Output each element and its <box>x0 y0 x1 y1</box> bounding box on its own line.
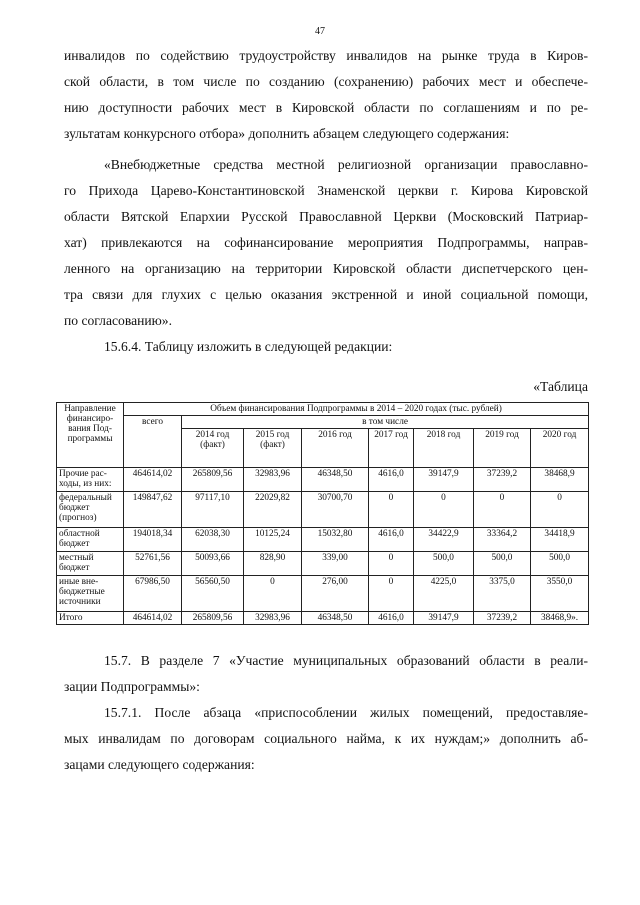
quote-line: ленного на организацию на территории Кировской области диспетчерского цен- <box>64 261 588 276</box>
row-label: местный бюджет <box>57 552 124 576</box>
table-row <box>57 552 589 576</box>
table-header-row <box>57 403 589 416</box>
table-cell: 50093,66 <box>182 552 244 576</box>
row-label: федеральный бюджет (прогноз) <box>57 492 124 528</box>
table-cell: 0 <box>531 492 589 528</box>
table-cell: 4225,0 <box>414 576 474 612</box>
page-number: 47 <box>315 26 325 37</box>
table-cell: 10125,24 <box>244 528 302 552</box>
body-line: нию доступности рабочих мест в Кировской области по соглашениям и по ре- <box>64 100 588 115</box>
row-label: Итого <box>57 612 124 625</box>
table-cell: 464614,02 <box>124 468 182 492</box>
row-label: Прочие рас-ходы, из них: <box>57 468 124 492</box>
year-header: 2020 год <box>531 429 589 468</box>
table-cell: 46348,50 <box>302 468 369 492</box>
table-cell: 62038,30 <box>182 528 244 552</box>
table-cell: 67986,50 <box>124 576 182 612</box>
quote-line: по согласованию». <box>64 313 173 328</box>
table-cell: 33364,2 <box>474 528 531 552</box>
row-label: областной бюджет <box>57 528 124 552</box>
col-header-including: в том числе <box>182 416 589 429</box>
table-cell: 38468,9». <box>531 612 589 625</box>
table-cell: 22029,82 <box>244 492 302 528</box>
table-cell: 34422,9 <box>414 528 474 552</box>
table-cell: 4616,0 <box>369 528 414 552</box>
table-label: «Таблица <box>533 379 588 394</box>
table-cell: 46348,50 <box>302 612 369 625</box>
row-label: иные вне-бюджетные источники <box>57 576 124 612</box>
table-cell: 30700,70 <box>302 492 369 528</box>
table-cell: 0 <box>414 492 474 528</box>
table-cell: 0 <box>369 552 414 576</box>
body-line: ской области, в том числе по созданию (сохранению) рабочих мест и обеспече- <box>64 74 588 89</box>
col-header-volume: Объем финансирования Подпрограммы в 2014 – 2020 годах (тыс. рублей) <box>124 403 589 416</box>
table-cell: 0 <box>369 576 414 612</box>
table-cell: 32983,96 <box>244 468 302 492</box>
table-cell: 52761,56 <box>124 552 182 576</box>
year-header: 2015 год (факт) <box>244 429 302 468</box>
table-cell: 500,0 <box>474 552 531 576</box>
body-line: инвалидов по содействию трудоустройству инвалидов на рынке труда в Киров- <box>64 48 588 63</box>
table-row <box>57 492 589 528</box>
year-header: 2016 год <box>302 429 369 468</box>
quote-line: го Прихода Царево-Константиновской Знаменской церкви г. Кирова Кировской <box>64 183 588 198</box>
table-cell: 500,0 <box>414 552 474 576</box>
item-15-7-1-line: мых инвалидам по договорам социального найма, к их нуждам;» дополнить аб- <box>64 731 588 746</box>
col-header-direction: Направление финансиро-вания Под-программы <box>57 403 124 468</box>
year-header: 2018 год <box>414 429 474 468</box>
table-row-total <box>57 612 589 625</box>
table-row <box>57 576 589 612</box>
table-cell: 15032,80 <box>302 528 369 552</box>
table-cell: 39147,9 <box>414 468 474 492</box>
table-cell: 4616,0 <box>369 612 414 625</box>
table-cell: 149847,62 <box>124 492 182 528</box>
table-row <box>57 528 589 552</box>
table-cell: 34418,9 <box>531 528 589 552</box>
financing-table <box>56 402 589 625</box>
table-cell: 39147,9 <box>414 612 474 625</box>
year-header: 2019 год <box>474 429 531 468</box>
table-cell: 56560,50 <box>182 576 244 612</box>
table-cell: 828,90 <box>244 552 302 576</box>
quote-line: хат) привлекаются на софинансирование мероприятия Подпрограммы, направ- <box>64 235 588 250</box>
item-15-7-1-line: 15.7.1. После абзаца «приспособлении жилых помещений, предоставляе- <box>104 705 588 720</box>
table-cell: 276,00 <box>302 576 369 612</box>
table-cell: 4616,0 <box>369 468 414 492</box>
table-cell: 38468,9 <box>531 468 589 492</box>
table-cell: 464614,02 <box>124 612 182 625</box>
table-cell: 3550,0 <box>531 576 589 612</box>
year-header: 2014 год (факт) <box>182 429 244 468</box>
item-15-7-1-line: зацами следующего содержания: <box>64 757 255 772</box>
table-cell: 32983,96 <box>244 612 302 625</box>
table-cell: 194018,34 <box>124 528 182 552</box>
table-cell: 97117,10 <box>182 492 244 528</box>
table-cell: 0 <box>244 576 302 612</box>
table-cell: 265809,56 <box>182 612 244 625</box>
table-cell: 37239,2 <box>474 468 531 492</box>
quote-line: тра связи для глухих с целью оказания экстренной и иной социальной помощи, <box>64 287 588 302</box>
table-row <box>57 468 589 492</box>
table-cell: 0 <box>474 492 531 528</box>
table-cell: 0 <box>369 492 414 528</box>
item-15-7-line: зации Подпрограммы»: <box>64 679 200 694</box>
table-cell: 265809,56 <box>182 468 244 492</box>
table-cell: 37239,2 <box>474 612 531 625</box>
table-cell: 339,00 <box>302 552 369 576</box>
table-header-row <box>57 416 589 429</box>
table-cell: 500,0 <box>531 552 589 576</box>
quote-line: области Вятской Епархии Русской Православной Церкви (Московский Патриар- <box>64 209 588 224</box>
body-line: зультатам конкурсного отбора» дополнить абзацем следующего содержания: <box>64 126 510 141</box>
quote-line: «Внебюджетные средства местной религиозной организации православно- <box>104 157 588 172</box>
table-cell: 3375,0 <box>474 576 531 612</box>
item-15-7-line: 15.7. В разделе 7 «Участие муниципальных образований области в реали- <box>104 653 588 668</box>
col-header-total: всего <box>124 416 182 468</box>
year-header: 2017 год <box>369 429 414 468</box>
item-15-6-4: 15.6.4. Таблицу изложить в следующей редакции: <box>104 339 393 354</box>
